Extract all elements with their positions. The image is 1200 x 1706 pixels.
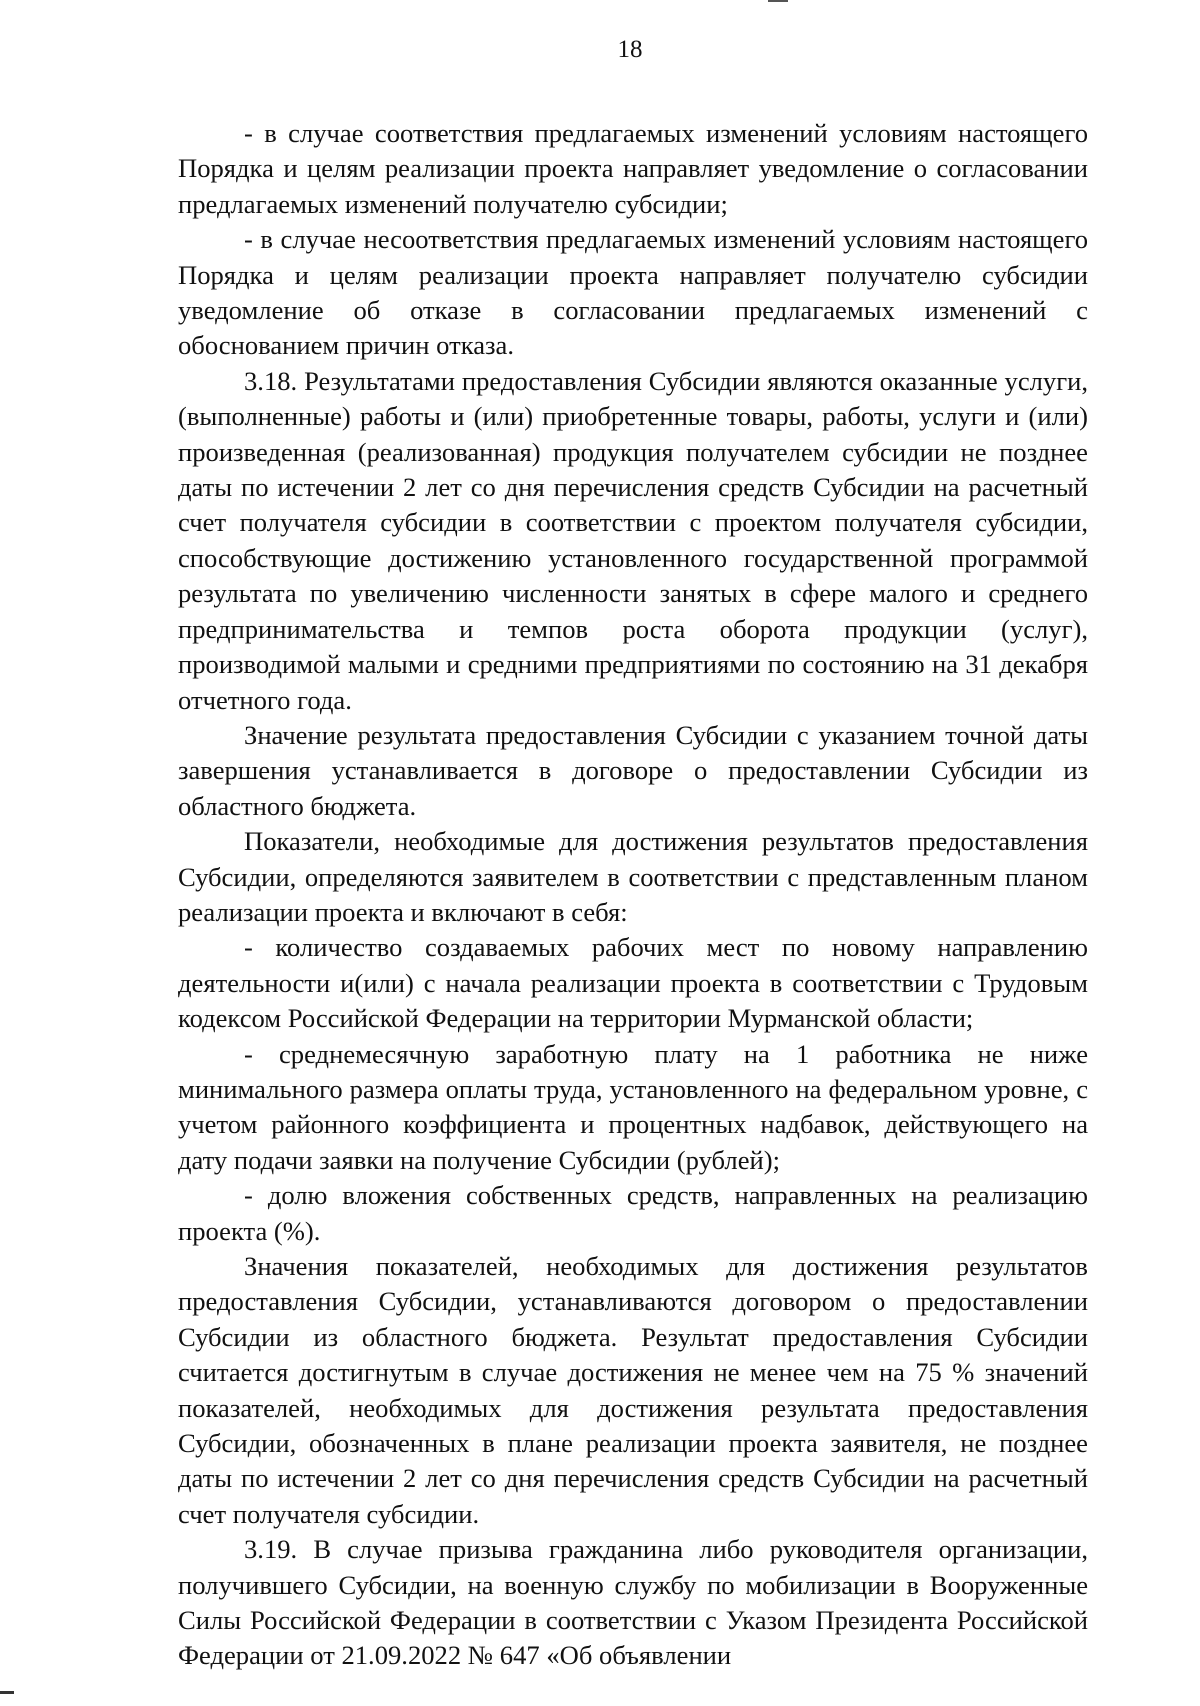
paragraph-section-3-18: 3.18. Результатами предоставления Субсидии являются оказанные услуги, (выполненные) работы и (или) приобретенные товары, работы, услуги и (или) произведенная (реализованная) продукция получателем субсидии не позднее даты по истечении 2 лет со дня перечисления средств Субсидии на расчетный счет получателя субсидии в соответствии с проектом получателя субсидии, способствующие достижению установленного государственной программой результата по увеличению численности занятых в сфере малого и среднего предпринимательства и темпов роста оборота продукции (услуг), производимой малыми и средними предприятиями по состоянию на 31 декабря отчетного года. bbox=[178, 365, 1088, 715]
paragraph-indicator-own-funds: - долю вложения собственных средств, направленных на реализацию проекта (%). bbox=[178, 1180, 1088, 1246]
paragraph-indicator-salary: - среднемесячную заработную плату на 1 работника не ниже минимального размера оплаты труда, установленного на федеральном уровне, с учетом районного коэффициента и процентных надбавок, действующего на дату подачи заявки на получение Субсидии (рублей); bbox=[178, 1038, 1088, 1175]
paragraph-indicators-intro: Показатели, необходимые для достижения результатов предоставления Субсидии, определяются заявителем в соответствии с представленным планом реализации проекта и включают в себя: bbox=[178, 826, 1088, 927]
page-number: 18 bbox=[617, 36, 643, 63]
paragraph-section-3-19: 3.19. В случае призыва гражданина либо руководителя организации, получившего Субсидии, на военную службу по мобилизации в Вооруженные Силы Российской Федерации в соответствии с Указом Президента Российской Федерации от 21.09.2022 № 647 «Об объявлении bbox=[178, 1534, 1088, 1671]
paragraph-indicator-values: Значения показателей, необходимых для достижения результатов предоставления Субсидии, устанавливаются договором о предоставлении Субсидии из областного бюджета. Результат предоставления Субсидии считается достигнутым в случае достижения не менее чем на 75 % значений показателей, необходимых для достижения результата предоставления Субсидии, обозначенных в плане реализации проекта заявителя, не позднее даты по истечении 2 лет со дня перечисления средств Субсидии на расчетный счет получателя субсидии. bbox=[178, 1251, 1088, 1529]
paragraph-agreement-notice: - в случае соответствия предлагаемых изменений условиям настоящего Порядка и целям реализации проекта направляет уведомление о согласовании предлагаемых изменений получателю субсидии; bbox=[178, 118, 1088, 219]
scan-mark bbox=[768, 0, 788, 2]
paragraph-result-value: Значение результата предоставления Субсидии с указанием точной даты завершения устанавливается в договоре о предоставлении Субсидии из областного бюджета. bbox=[178, 719, 1088, 821]
scan-mark bbox=[0, 1691, 14, 1694]
paragraph-indicator-jobs: - количество создаваемых рабочих мест по новому направлению деятельности и(или) с начала реализации проекта в соответствии с Трудовым кодексом Российской Федерации на территории Мурманской области; bbox=[178, 932, 1088, 1034]
paragraph-refusal-notice: - в случае несоответствия предлагаемых изменений условиям настоящего Порядка и целям реализации проекта направляет получателю субсидии уведомление об отказе в согласовании предлагаемых изменений с обоснованием причин отказа. bbox=[178, 224, 1088, 361]
document-body bbox=[178, 116, 1088, 1674]
